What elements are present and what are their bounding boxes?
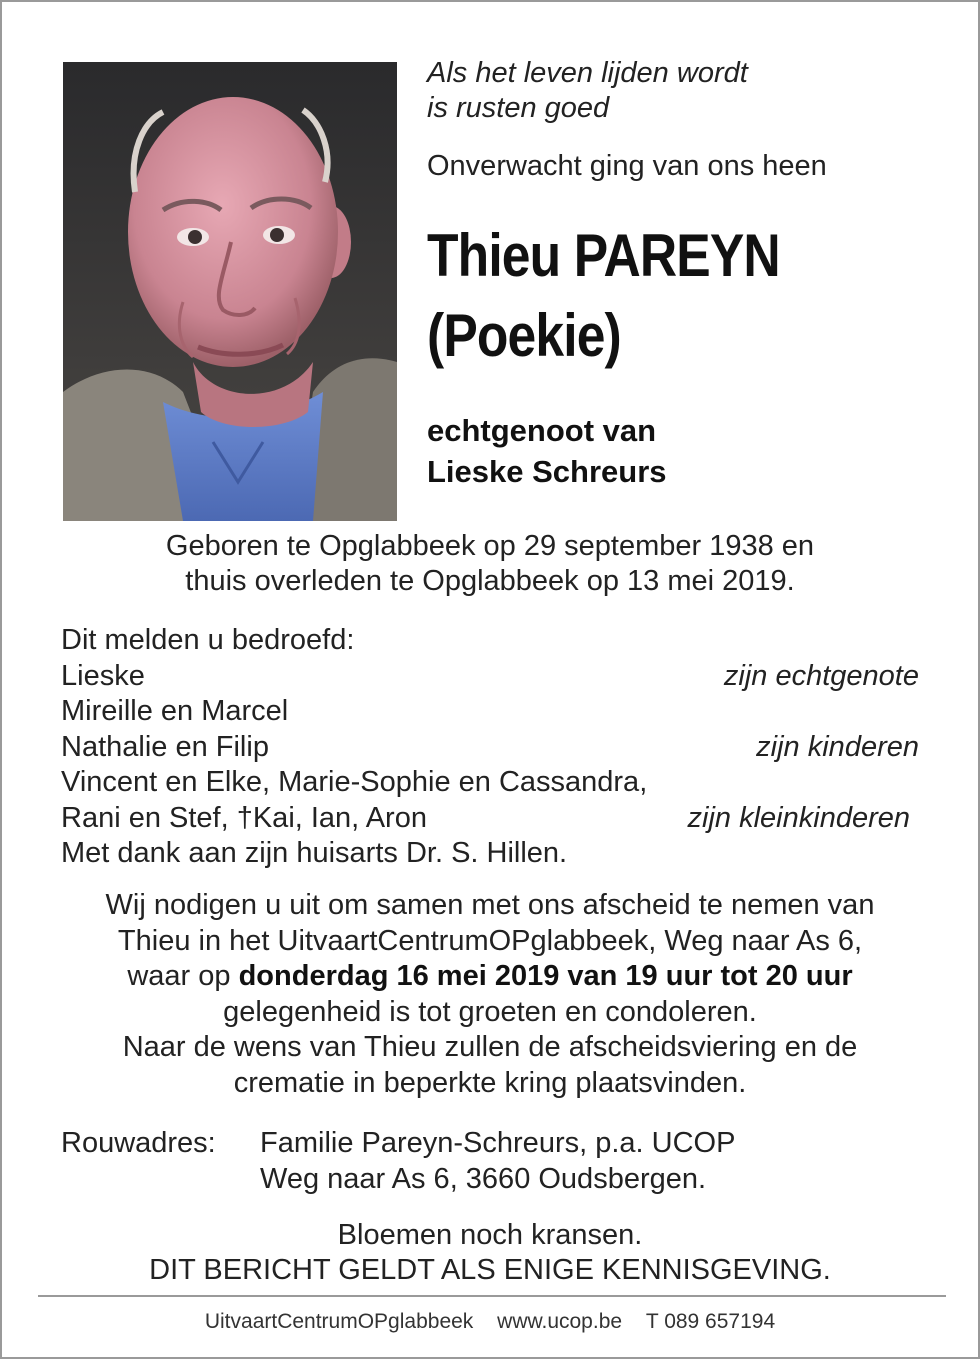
closing-line-2: DIT BERICHT GELDT ALS ENIGE KENNISGEVING. <box>149 1254 831 1286</box>
invitation-line-2: Thieu in het UitvaartCentrumOPglabbeek, Weg naar As 6, <box>117 924 863 957</box>
invitation-line-3 <box>2 959 978 995</box>
invitation-line-4: gelegenheid is tot groeten en condoleren. <box>223 995 757 1028</box>
deceased-name-block <box>427 216 780 376</box>
family-relation: zijn echtgenote <box>723 659 919 692</box>
birth-line-2: thuis overleden te Opglabbeek op 13 mei 2019. <box>185 565 795 597</box>
family-relation: zijn kleinkinderen <box>687 801 910 834</box>
motto-line-1: Als het leven lijden wordt <box>427 57 748 89</box>
family-row <box>61 694 919 730</box>
portrait-illustration <box>63 62 397 521</box>
family-row <box>61 765 919 801</box>
family-row <box>61 730 919 766</box>
motto <box>427 56 748 126</box>
invitation-line-5: Naar de wens van Thieu zullen de afscheidsviering en de <box>122 1031 858 1063</box>
address-label: Rouwadres: <box>61 1127 216 1159</box>
family-names: Vincent en Elke, Marie-Sophie en Cassandra, <box>61 766 648 798</box>
visitation-datetime: donderdag 16 mei 2019 van 19 uur tot 20 uur <box>238 960 853 992</box>
spouse-line-2: Lieske Schreurs <box>427 454 667 489</box>
address-line-1: Familie Pareyn-Schreurs, p.a. UCOP <box>260 1127 736 1159</box>
invitation-line-1: Wij nodigen u uit om samen met ons afscheid te nemen van <box>105 889 875 921</box>
footer-phone: T 089 657194 <box>645 1310 776 1333</box>
address-lines <box>260 1125 735 1197</box>
family-thanks: Met dank aan zijn huisarts Dr. S. Hillen. <box>61 837 568 869</box>
address-line-2: Weg naar As 6, 3660 Oudsbergen. <box>260 1163 707 1195</box>
family-row <box>61 659 919 695</box>
family-names: Rani en Stef, †Kai, Ian, Aron <box>61 801 427 834</box>
footer-website[interactable]: www.ucop.be <box>497 1310 623 1333</box>
family-list <box>61 623 919 872</box>
birth-line-1: Geboren te Opglabbeek op 29 september 1938 en <box>165 530 815 562</box>
invitation <box>2 888 978 1101</box>
closing-notice <box>2 1218 978 1288</box>
birth-death-info <box>2 529 978 599</box>
footer-divider <box>38 1295 946 1297</box>
closing-line-1: Bloemen noch kransen. <box>337 1219 643 1251</box>
deceased-name: Thieu PAREYN <box>427 222 780 289</box>
family-names: Lieske <box>61 659 145 692</box>
family-names: Nathalie en Filip <box>61 730 269 763</box>
intro-text: Onverwacht ging van ons heen <box>427 150 827 182</box>
deceased-nickname: (Poekie) <box>427 302 621 369</box>
spouse-block <box>427 410 667 492</box>
motto-line-2: is rusten goed <box>427 92 610 124</box>
invitation-prefix: waar op <box>127 960 239 992</box>
footer-company: UitvaartCentrumOPglabbeek <box>204 1310 474 1333</box>
family-row <box>61 801 919 837</box>
family-names: Mireille en Marcel <box>61 695 289 727</box>
portrait-photo <box>63 62 397 521</box>
family-relation: zijn kinderen <box>756 730 919 763</box>
family-heading: Dit melden u bedroefd: <box>61 624 355 656</box>
invitation-line-6: crematie in beperkte kring plaatsvinden. <box>233 1066 747 1099</box>
spouse-line-1: echtgenoot van <box>427 413 657 448</box>
footer <box>2 1308 978 1336</box>
